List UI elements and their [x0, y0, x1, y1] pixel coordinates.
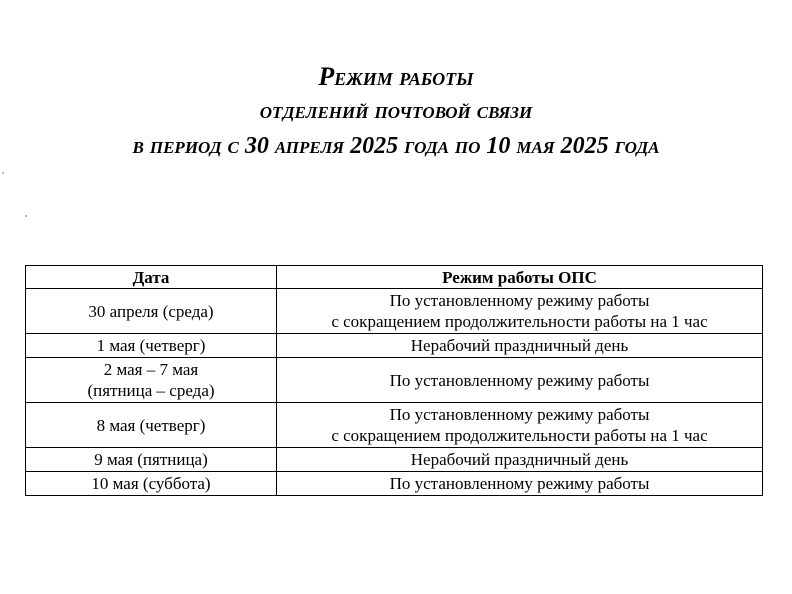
- scan-speck: [2, 172, 4, 174]
- column-header-mode: Режим работы ОПС: [277, 266, 763, 289]
- scan-speck: [25, 215, 27, 217]
- table-row: [26, 403, 763, 448]
- mode-text: Нерабочий праздничный день: [410, 450, 629, 469]
- date-cell: [26, 403, 277, 448]
- mode-cell: [277, 403, 763, 448]
- table-header-row: [26, 266, 763, 289]
- mode-text: Нерабочий праздничный день: [410, 336, 629, 355]
- mode-text: По установленному режиму работы: [389, 370, 650, 390]
- table-row: [26, 472, 763, 496]
- table-row: [26, 289, 763, 334]
- title-line-2: отделений почтовой связи: [259, 98, 533, 124]
- date-cell: [26, 448, 277, 472]
- mode-cell: [277, 289, 763, 334]
- table-row: [26, 334, 763, 358]
- date-text: (пятница – среда): [87, 381, 215, 400]
- mode-cell: [277, 358, 763, 403]
- date-text: 8 мая (четверг): [96, 415, 206, 435]
- date-cell: [26, 358, 277, 403]
- title-line-1: Режим работы: [318, 62, 474, 91]
- date-text: 30 апреля (среда): [88, 301, 214, 321]
- page-title: [0, 60, 792, 164]
- date-text: 10 мая (суббота): [91, 474, 211, 493]
- date-text: 2 мая – 7 мая: [103, 360, 199, 379]
- date-cell: [26, 334, 277, 358]
- date-text: 9 мая (пятница): [94, 450, 208, 469]
- mode-text: По установленному режиму работы: [389, 474, 650, 493]
- mode-text: с сокращением продолжительности работы на 1 час: [331, 312, 708, 331]
- date-cell: [26, 472, 277, 496]
- date-text: 1 мая (четверг): [96, 336, 206, 355]
- date-cell: [26, 289, 277, 334]
- table-row: [26, 358, 763, 403]
- mode-cell: [277, 334, 763, 358]
- mode-text: По установленному режиму работы: [389, 405, 650, 424]
- schedule-table: [25, 265, 763, 496]
- mode-text: с сокращением продолжительности работы на 1 час: [331, 426, 708, 445]
- title-line-3: в период с 30 апреля 2025 года по 10 мая 2025 года: [132, 133, 660, 159]
- mode-cell: [277, 472, 763, 496]
- table-row: [26, 448, 763, 472]
- mode-text: По установленному режиму работы: [389, 291, 650, 310]
- mode-cell: [277, 448, 763, 472]
- column-header-date: Дата: [26, 266, 277, 289]
